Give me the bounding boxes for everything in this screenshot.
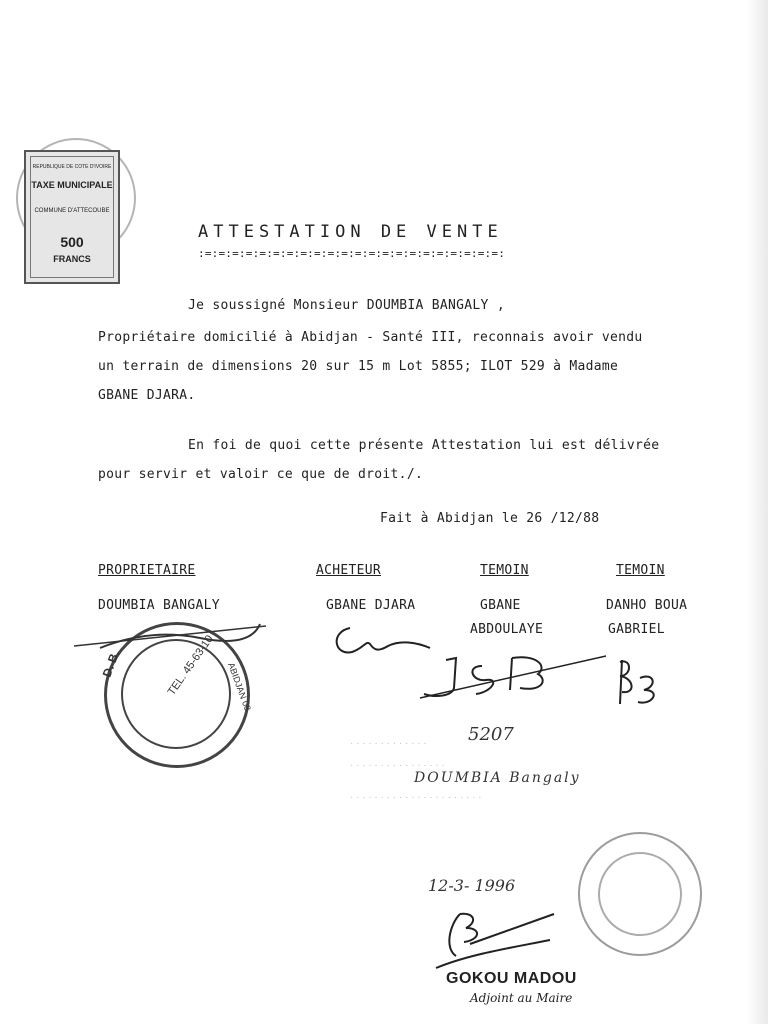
- role-proprietaire: PROPRIETAIRE: [98, 563, 196, 578]
- body-line-6: pour servir et valoir ce que de droit./.: [98, 467, 424, 482]
- tax-stamp-republic: REPUBLIQUE DE COTE D'IVOIRE: [32, 164, 112, 170]
- name-acheteur: GBANE DJARA: [326, 598, 416, 613]
- body-line-5: En foi de quoi cette présente Attestation lui est délivrée: [188, 438, 660, 453]
- role-acheteur: ACHETEUR: [316, 563, 382, 578]
- tax-stamp-currency: FRANCS: [53, 254, 91, 264]
- official-name: GOKOU MADOU: [446, 970, 577, 987]
- body-line-1: Je soussigné Monsieur DOUMBIA BANGALY ,: [188, 298, 505, 313]
- legalization-faded-text-3: · · · · · · · · · · · · · · · · · · · · · ·: [350, 792, 482, 803]
- body-line-4: GBANE DJARA.: [98, 388, 196, 403]
- legalization-date: 12-3- 1996: [428, 876, 516, 895]
- svg-text:ABIDJAN 08: ABIDJAN 08: [226, 661, 253, 713]
- owner-stamp-graphic: [70, 618, 270, 768]
- tax-stamp: [24, 150, 120, 284]
- name-temoin-2-line-1: DANHO BOUA: [606, 598, 688, 613]
- witness-2-signature: [606, 652, 676, 712]
- body-line-2: Propriétaire domicilié à Abidjan - Santé III, reconnais avoir vendu: [98, 330, 643, 345]
- official-signature: [430, 904, 560, 974]
- tax-stamp-commune: COMMUNE D'ATTECOUBE: [34, 208, 110, 214]
- mairie-round-stamp: [578, 832, 702, 956]
- document-title: ATTESTATION DE VENTE: [198, 222, 503, 242]
- tax-stamp-label: TAXE MUNICIPALE: [31, 180, 113, 190]
- name-temoin-1-line-1: GBANE: [480, 598, 521, 613]
- place-date: Fait à Abidjan le 26 /12/88: [380, 511, 600, 526]
- legalization-number: 5207: [468, 724, 514, 745]
- tax-stamp-amount: 500: [60, 234, 84, 250]
- official-title: Adjoint au Maire: [470, 991, 573, 1005]
- name-temoin-1-line-2: ABDOULAYE: [470, 622, 544, 637]
- body-line-3: un terrain de dimensions 20 sur 15 m Lot 5855; ILOT 529 à Madame: [98, 359, 619, 374]
- legalization-faded-text-2: · · · · · · · · · · · · · · · ·: [350, 760, 445, 771]
- svg-text:TEL. 45-63-10: TEL. 45-63-10: [165, 633, 216, 698]
- legalization-name: DOUMBIA Bangaly: [414, 770, 581, 786]
- witness-1-signature: [416, 636, 616, 706]
- name-temoin-2-line-2: GABRIEL: [608, 622, 665, 637]
- legalization-faded-text-1: · · · · · · · · · · · · ·: [350, 738, 427, 749]
- role-temoin-1: TEMOIN: [480, 563, 529, 578]
- svg-text:D. B.: D. B.: [99, 648, 123, 680]
- name-proprietaire: DOUMBIA BANGALY: [98, 598, 220, 613]
- title-underline-rule: :=:=:=:=:=:=:=:=:=:=:=:=:=:=:=:=:=:=:=:=:=:=:: [198, 247, 506, 260]
- role-temoin-2: TEMOIN: [616, 563, 665, 578]
